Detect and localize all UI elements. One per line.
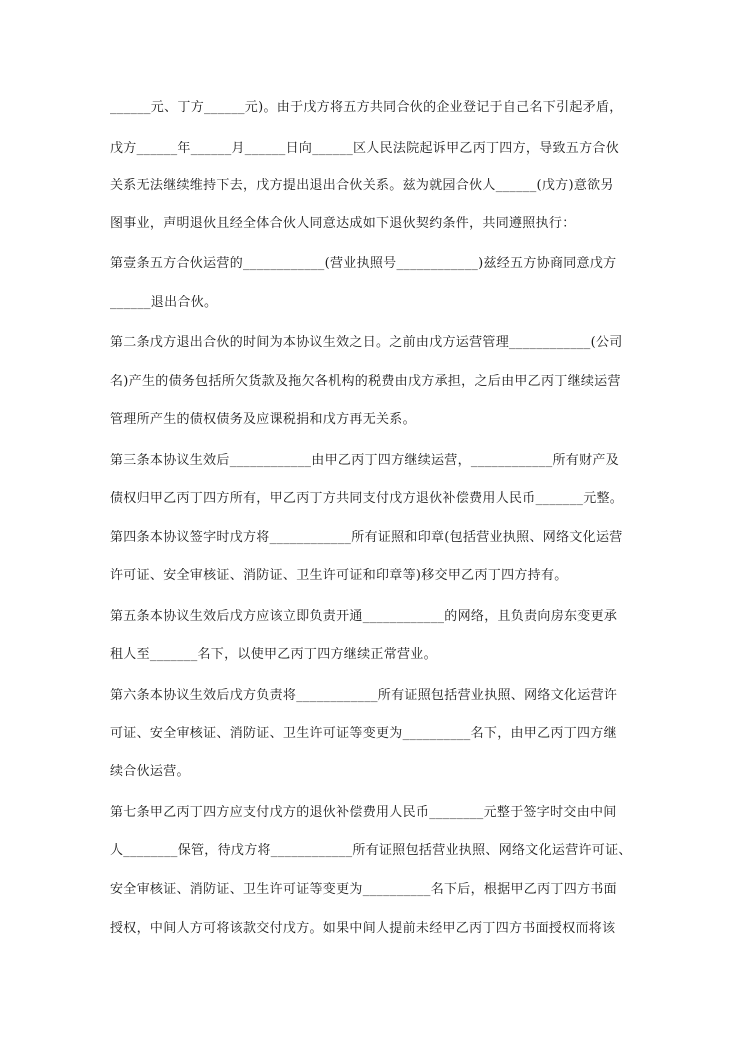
text-line: 戊方______年______月______日向______区人民法院起诉甲乙丙丁四方，导致五方合伙 [110,141,619,156]
text-line: ______元、丁方______元)。由于戊方将五方共同合伙的企业登记于自己名下引起矛盾， [110,100,623,115]
text-line: 关系无法继续维持下去，戊方提出退出合伙关系。兹为就园合伙人______(戊方)意欲另 [110,178,614,193]
text-line: ______退出合伙。 [110,295,218,310]
text-line: 续合伙运营。 [110,764,190,779]
text-line: 第二条戊方退出合伙的时间为本协议生效之日。之前由戊方运营管理____________(公司 [110,335,623,350]
text-line: 第六条本协议生效后戊方负责将____________所有证照包括营业执照、网络文化运营许 [110,688,618,703]
text-line: 第七条甲乙丙丁四方应支付戊方的退伙补偿费用人民币________元整于签字时交由中间 [110,805,617,820]
text-line: 许可证、安全审核证、消防证、卫生许可证和印章等)移交甲乙丙丁四方持有。 [110,568,568,583]
text-line: 债权归甲乙丙丁四方所有，甲乙丙丁方共同支付戊方退伙补偿费用人民币_______元整。 [110,491,624,506]
text-line: 租人至_______名下，以使甲乙丙丁四方继续正常营业。 [110,647,437,662]
text-line: 第壹条五方合伙运营的____________(营业执照号____________)兹经五方协商同意戊方 [110,256,617,271]
text-line: 授权，中间人方可将该款交付戊方。如果中间人提前未经甲乙丙丁四方书面授权而将该 [110,921,616,936]
text-line: 第五条本协议生效后戊方应该立即负责开通____________的网络，且负责向房东变更承 [110,609,618,624]
text-line: 第三条本协议生效后____________由甲乙丙丁四方继续运营，____________所有财产及 [110,453,619,468]
text-line: 可证、安全审核证、消防证、卫生许可证等变更为__________名下，由甲乙丙丁四方继 [110,726,617,741]
text-line: 第四条本协议签字时戊方将____________所有证照和印章(包括营业执照、网络文化运营 [110,530,623,545]
text-line: 名)产生的债务包括所欠货款及拖欠各机构的税费由戊方承担，之后由甲乙丙丁继续运营 [110,374,621,389]
text-line: 图事业，声明退伙且经全体合伙人同意达成如下退伙契约条件，共同遵照执行： [110,216,576,231]
text-line: 安全审核证、消防证、卫生许可证等变更为__________名下后，根据甲乙丙丁四方书面 [110,882,617,897]
text-line: 管理所产生的债权债务及应课税捐和戊方再无关系。 [110,412,416,427]
text-line: 人________保管，待戊方将____________所有证照包括营业执照、网络文化运营许可证、 [110,843,632,858]
